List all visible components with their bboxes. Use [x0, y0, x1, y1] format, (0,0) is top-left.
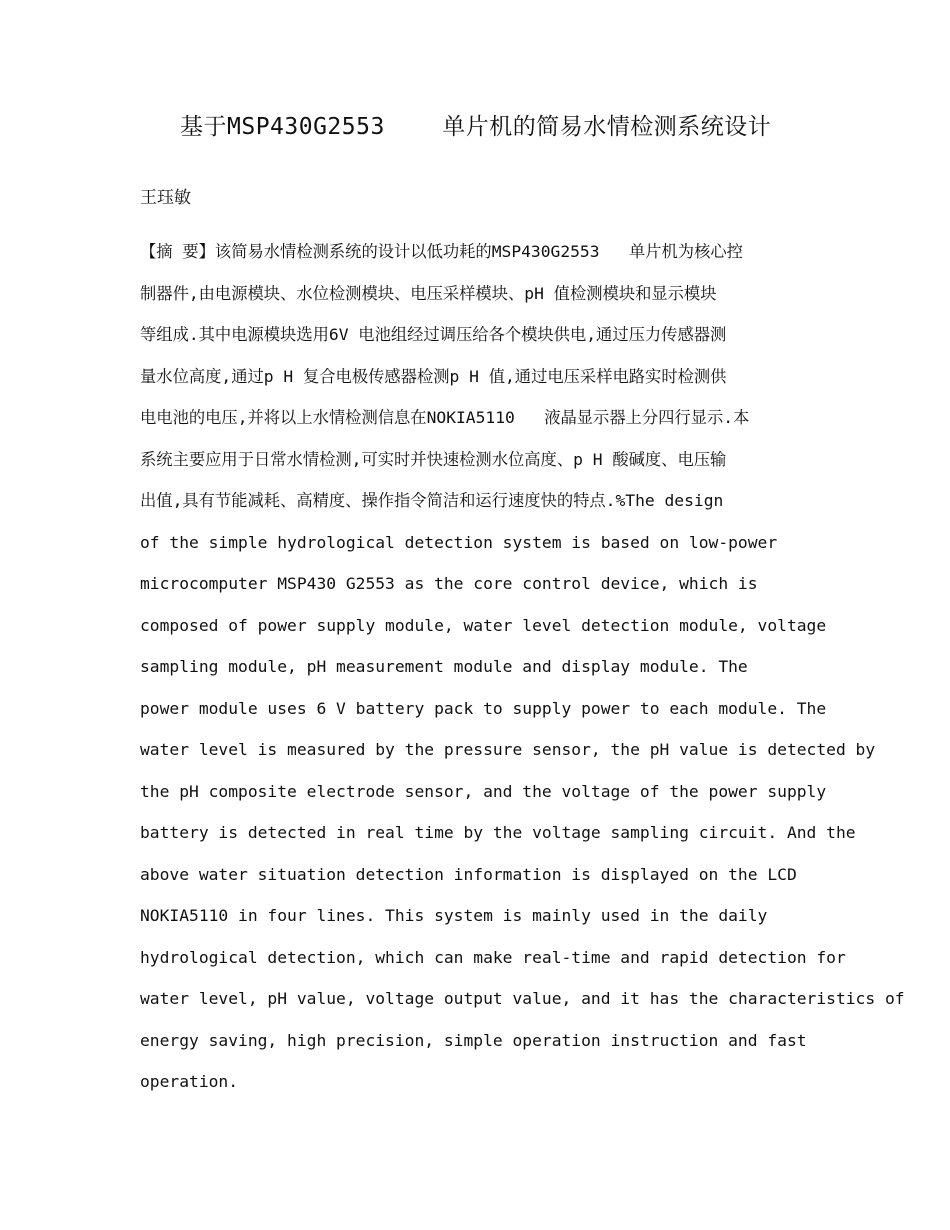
abstract-line: 制器件,由电源模块、水位检测模块、电压采样模块、pH 值检测模块和显示模块 — [140, 283, 717, 303]
abstract-line: water level, pH value, voltage output value, and it has the characteristics of — [140, 989, 905, 1008]
abstract-line: of the simple hydrological detection system is based on low-power — [140, 532, 778, 552]
author-name: 王珏敏 — [140, 188, 191, 208]
abstract-line: operation. — [140, 1072, 239, 1091]
abstract-line: microcomputer MSP430 G2553 as the core control device, which is — [140, 574, 758, 593]
abstract-line: NOKIA5110 in four lines. This system is mainly used in the daily — [140, 906, 768, 925]
abstract-line: the pH composite electrode sensor, and the voltage of the power supply — [140, 781, 827, 801]
abstract-line: 【摘 要】该简易水情检测系统的设计以低功耗的MSP430G2553 单片机为核心控 — [140, 242, 743, 261]
abstract-line: 电电池的电压,并将以上水情检测信息在NOKIA5110 液晶显示器上分四行显示.本 — [140, 408, 750, 427]
abstract-body — [140, 238, 920, 1110]
abstract-line: composed of power supply module, water level detection module, voltage — [140, 615, 827, 635]
abstract-line: water level is measured by the pressure sensor, the pH value is detected by — [140, 740, 876, 759]
abstract-line: 出值,具有节能减耗、高精度、操作指令简洁和运行速度快的特点.%The design — [140, 491, 724, 510]
abstract-line: sampling module, pH measurement module and display module. The — [140, 657, 748, 676]
abstract-line: 系统主要应用于日常水情检测,可实时并快速检测水位高度、p H 酸碱度、电压输 — [140, 449, 727, 469]
abstract-line: 量水位高度,通过p H 复合电极传感器检测p H 值,通过电压采样电路实时检测供 — [140, 366, 727, 386]
abstract-line: above water situation detection information is displayed on the LCD — [140, 864, 797, 884]
document-title: 基于MSP430G2553 单片机的简易水情检测系统设计 — [180, 114, 772, 140]
abstract-line: hydrological detection, which can make real-time and rapid detection for — [140, 947, 846, 967]
abstract-line: power module uses 6 V battery pack to supply power to each module. The — [140, 698, 827, 718]
abstract-line: energy saving, high precision, simple operation instruction and fast — [140, 1030, 807, 1050]
abstract-line: battery is detected in real time by the voltage sampling circuit. And the — [140, 823, 856, 842]
abstract-line: 等组成.其中电源模块选用6V 电池组经过调压给各个模块供电,通过压力传感器测 — [140, 325, 727, 344]
